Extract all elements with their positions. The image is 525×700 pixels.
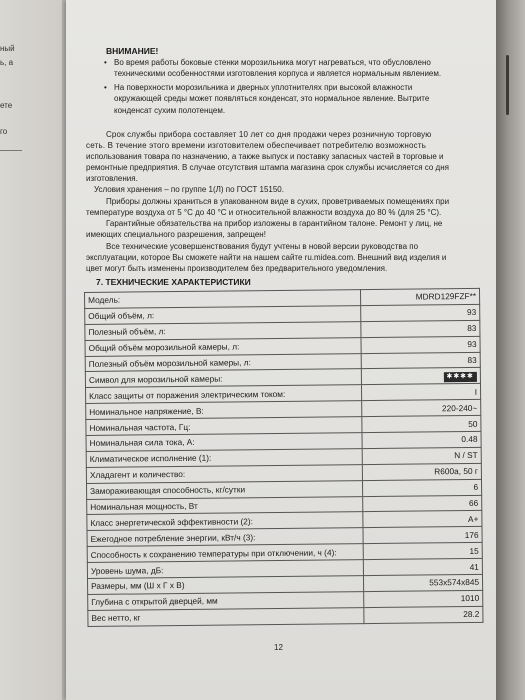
spec-value [361,368,480,385]
paragraph-line: Срок службы прибора составляет 10 лет со дня продажи через розничную торговую [106,130,432,139]
paragraph-line: Гарантийные обязательства на прибор изложены в гарантийном талоне. Ремонт у лиц, не [106,219,443,228]
spec-label: Общий объём, л: [85,305,361,324]
left-page-fragment: го [0,127,8,136]
spec-label: Номинальная мощность, Вт [87,496,363,515]
spec-value: 220-240~ [362,400,481,417]
left-page-fragment: ный [0,44,15,53]
left-page-fragment: ете [0,101,13,110]
spec-label: Символ для морозильной камеры: [85,369,361,388]
spec-value: 28.2 [364,606,483,623]
spec-value: 41 [363,558,482,575]
spec-value: N / ST [362,447,481,464]
paragraph-line: изготовления. [86,174,138,183]
page-number: 12 [274,643,283,652]
spec-label: Хладагент и количество: [86,464,362,483]
spec-label: Класс энергетической эффективности (2): [87,512,363,531]
spec-value: 83 [361,352,480,369]
spec-value: R600a, 50 г [362,463,481,480]
spec-value: 50 [362,415,481,432]
spec-label: Номинальная сила тока, А: [86,433,362,452]
paragraph-line: эксплуатации, которое Вы сможете найти на нашем сайте ru.midea.com. Внешний вид изделия и [86,253,447,262]
spec-value: 15 [363,543,482,560]
paragraph-line: имеющих специального разрешения, запрещен! [86,230,266,239]
paragraph-line: Условия хранения – по группе 1(Л) по ГОСТ 15150. [94,185,284,194]
bullet-dot: • [104,83,107,92]
spec-value: 66 [363,495,482,512]
spec-label: Ежегодное потребление энергии, кВт/ч (3): [87,528,363,547]
document-page [66,0,496,700]
paragraph-line: Все технические усовершенствования будут учтены в новой версии руководства по [106,242,419,251]
bullet-dot: • [104,58,107,67]
binder-clip [506,55,509,115]
spec-label: Глубина с открытой дверцей, мм [88,592,364,611]
specs-table [84,288,483,627]
spec-value: A+ [363,511,482,528]
spec-label: Вес нетто, кг [88,607,364,626]
notice-line: На поверхности морозильника и дверных уплотнителях при высокой влажности [114,83,413,92]
spec-label: Уровень шума, дБ: [87,560,363,579]
notice-title: ВНИМАНИЕ! [106,46,159,56]
spec-value: 176 [363,527,482,544]
spec-label: Способность к сохранению температуры при отключении, ч (4): [87,544,363,563]
spec-label: Класс защиты от поражения электрическим током: [86,385,362,404]
spec-value: MDRD129FZF** [360,288,479,305]
left-page-divider [0,150,22,151]
spec-label: Полезный объём, л: [85,321,361,340]
left-page-fragment: ь, а [0,58,14,67]
table-row [88,606,483,626]
notice-line: конденсат сухим полотенцем. [114,106,226,115]
paragraph-line: температуре воздуха от 5 °С до 40 °С и относительной влажности воздуха до 80 % (для 25 °С). [86,208,442,217]
notice-line: Во время работы боковые стенки морозильника могут нагреваться, что обусловлено [114,58,431,67]
spec-value: 553x574x845 [363,574,482,591]
freezer-star-rating-icon: ✱✱✱✱ [443,372,477,382]
notice-line: окружающей среды может появляться конденсат, это нормальное явление. Вытрите [114,94,430,103]
spec-value: 6 [362,479,481,496]
notice-line: техническими особенностями изготовления корпуса и является нормальным явлением. [114,69,442,78]
spec-label: Размеры, мм (Ш x Г x В) [88,576,364,595]
spec-label: Полезный объём морозильной камеры, л: [85,353,361,372]
spec-value: 0.48 [362,431,481,448]
paragraph-line: сеть. В течение этого времени изготовителем обеспечивает потребителю возможность [86,141,427,150]
spec-label: Номинальная частота, Гц: [86,417,362,436]
spec-label: Замораживающая способность, кг/сутки [87,480,363,499]
spec-value: 93 [361,336,480,353]
binder-shadow [496,0,525,700]
spec-value: 1010 [364,590,483,607]
paragraph-line: цвет могут быть изменены производителем без предварительного уведомления. [86,264,388,273]
spec-value: 83 [361,320,480,337]
paragraph-line: Приборы должны храниться в упакованном виде в сухих, проветриваемых помещениях при [106,197,450,206]
spec-value: I [361,384,480,401]
paragraph-line: использования товара по назначению, а также выпуск и поставку запасных частей в торговые и [86,152,444,161]
specs-section-title: 7. ТЕХНИЧЕСКИЕ ХАРАКТЕРИСТИКИ [96,277,251,287]
spec-label: Модель: [85,290,361,309]
spec-label: Общий объём морозильной камеры, л: [85,337,361,356]
spec-label: Номинальное напряжение, В: [86,401,362,420]
spec-value: 93 [361,304,480,321]
left-page-edge [0,0,62,700]
paragraph-line: ремонтные предприятия. В случае отсутствия штампа магазина срок службы исчисляется со дня [86,163,449,172]
spec-label: Климатическое исполнение (1): [86,449,362,468]
